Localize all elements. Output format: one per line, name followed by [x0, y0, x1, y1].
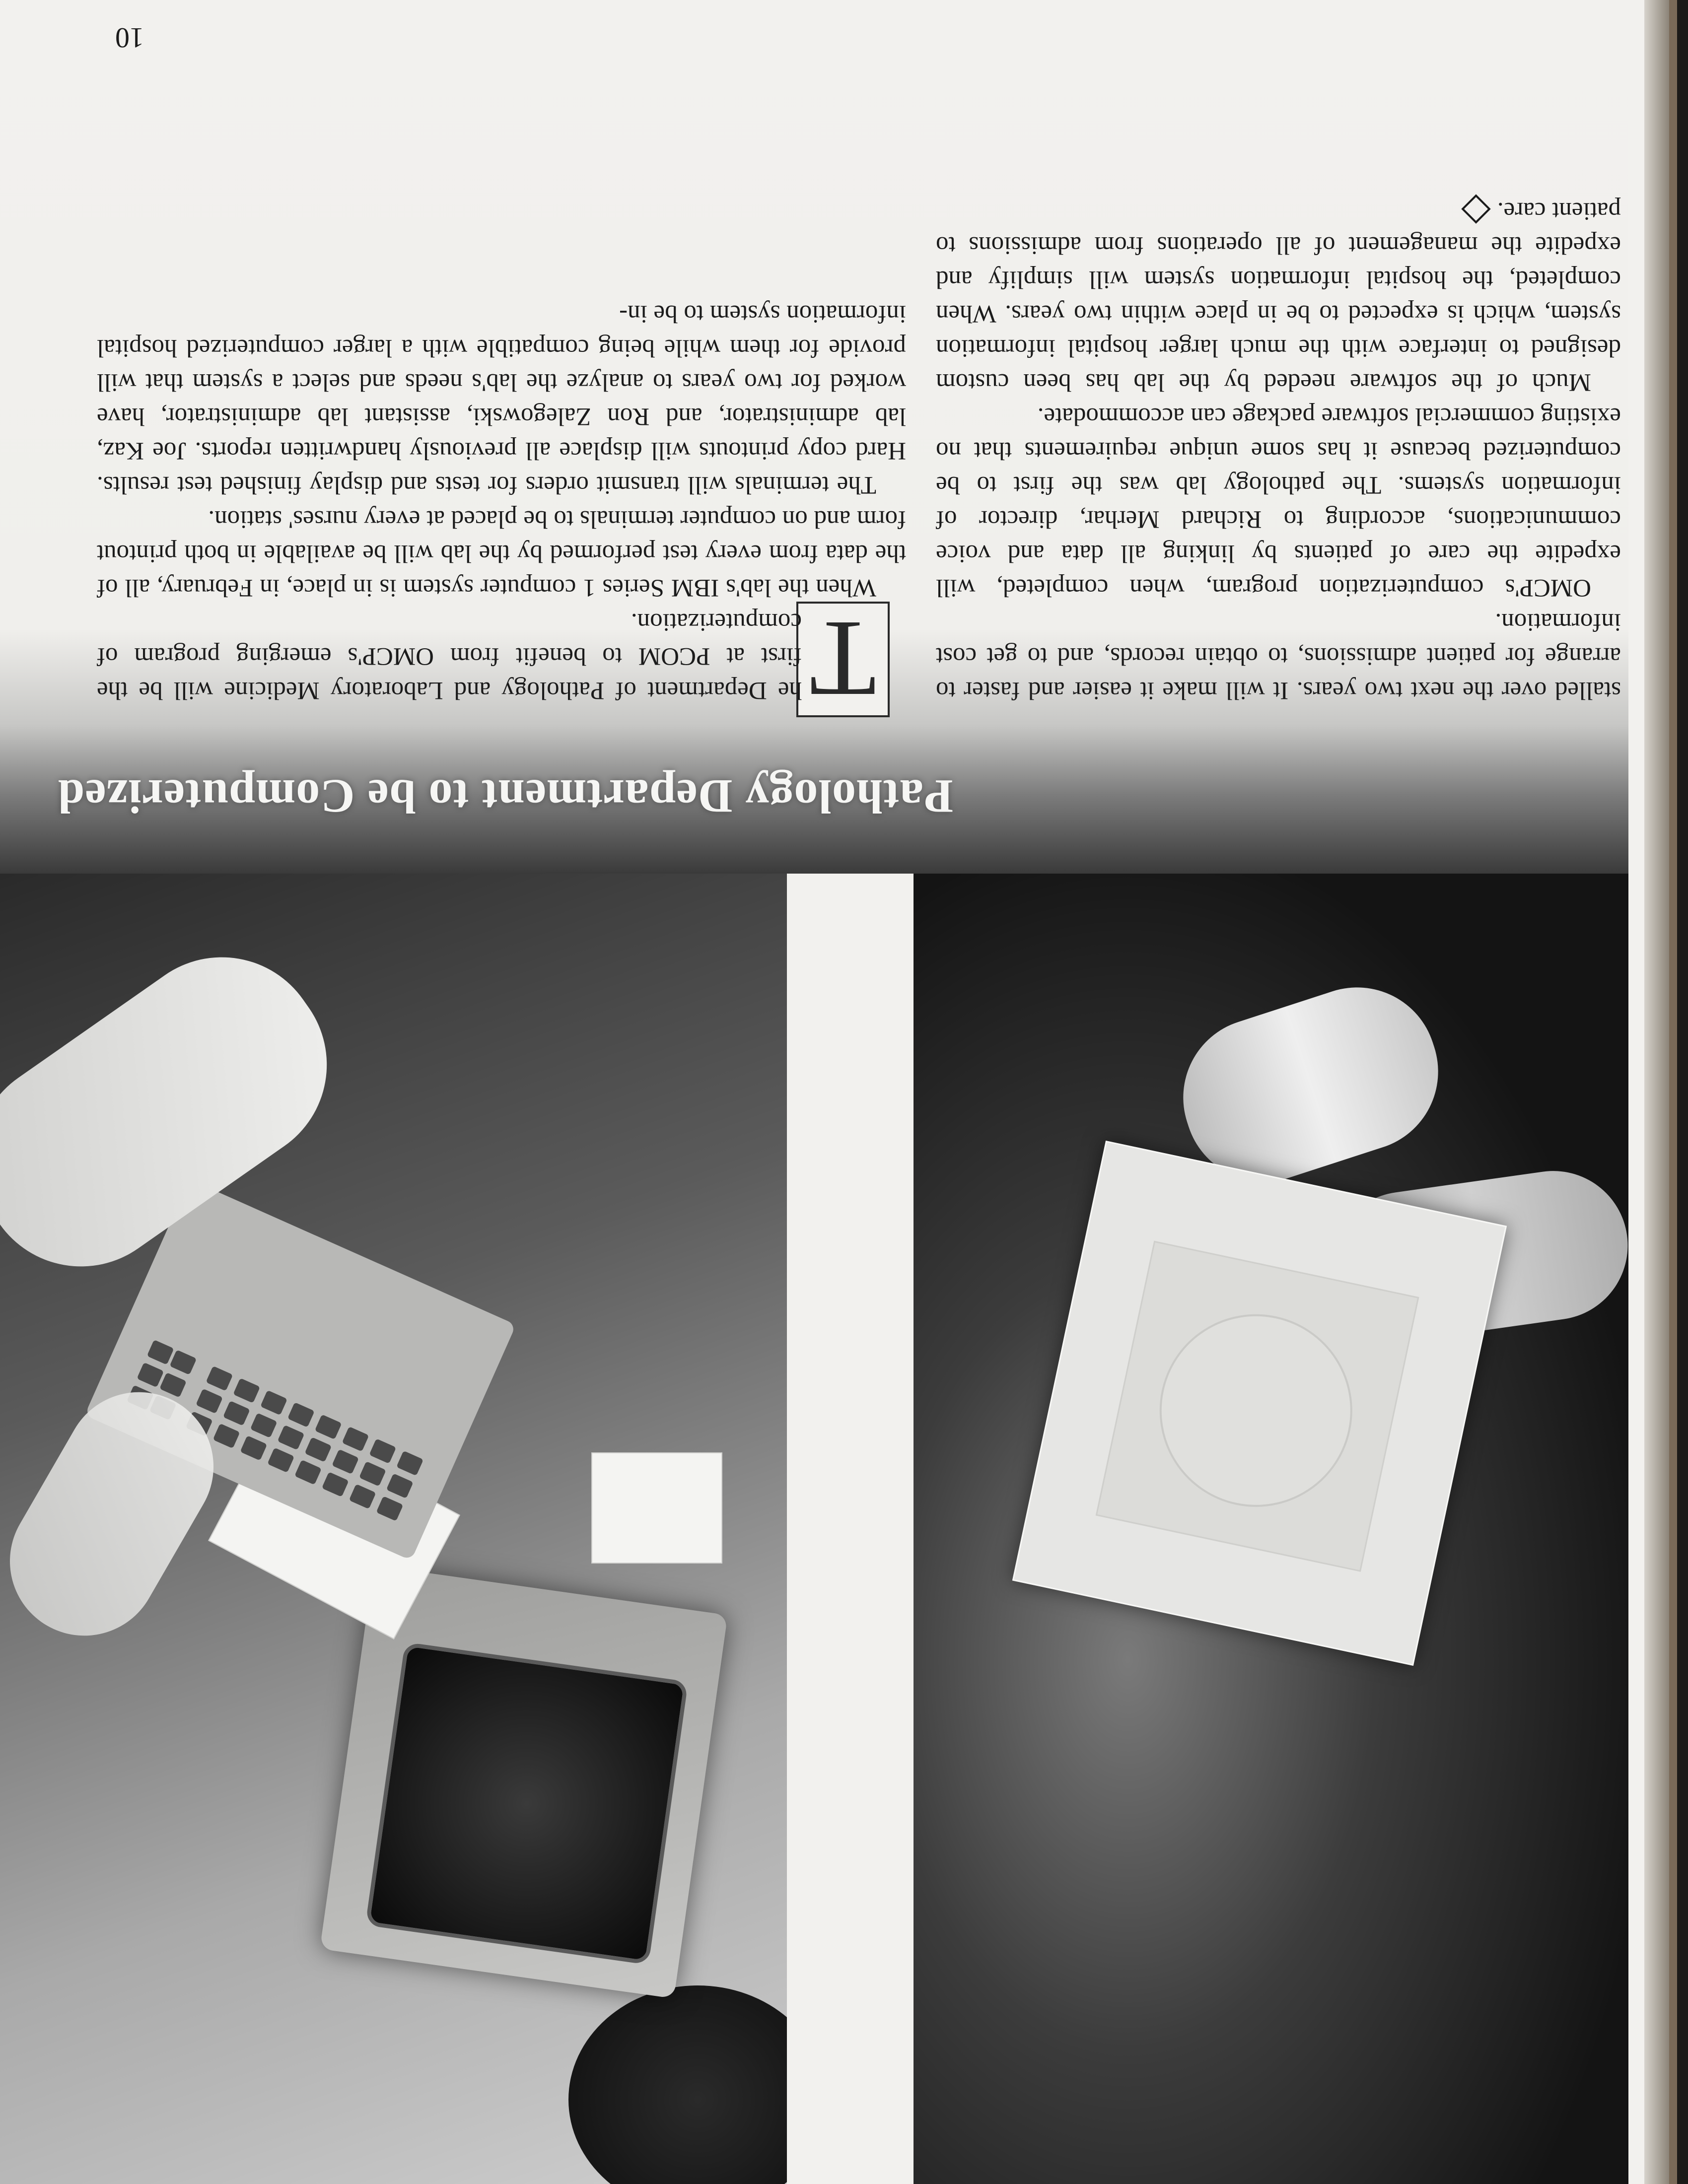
- printout-sheet: [591, 1452, 722, 1564]
- paragraph: The terminals will transmit orders for tests and display finished test results. Hard copy printouts will displace all previously handwritten reports. Joe Kaz, lab administrator, and Ron Zalegowski, assistant lab administrator, have worked for two years to analyze the lab's needs and select a system that will provide for them while being compatible with a larger computerized hospital information system to be in-: [97, 300, 906, 499]
- page-number: 10: [115, 22, 144, 54]
- paragraph: [936, 194, 1621, 399]
- article-column-1: [97, 296, 906, 720]
- slide-photo: [914, 874, 1628, 2184]
- paragraph-text: Much of the software needed by the lab has been custom designed to interface with the much larger hospital information system, which is expected to be in place within two years. When completed, the hospital information system will simplify and expedite the management of all operations from admissions to patient care.: [936, 197, 1621, 396]
- binding-edge-inner: [1669, 0, 1677, 2184]
- drop-cap: T: [809, 599, 877, 720]
- lab-slide: [1012, 1141, 1507, 1666]
- terminal-photo: [0, 874, 787, 2184]
- article-title: Pathology Department to be Computerized: [57, 770, 953, 823]
- paragraph: OMCP's computerization program, when completed, will expedite the care of patients by linking all data and voice communications, according to Richard Merhar, director of information systems. The pathology lab was the first to be computerized because it has some unique requirements that no existing commercial software package can accommodate.: [936, 403, 1621, 602]
- end-of-article-diamond-icon: [1461, 194, 1490, 223]
- article-column-2: [936, 194, 1621, 707]
- person-head: [568, 1985, 787, 2184]
- monitor-screen: [365, 1642, 689, 1965]
- paragraph: When the lab's IBM Series 1 computer system is in place, in February, all of the data from every test performed by the lab will be available in both printout form and on computer terminals to be placed at every nurses' station.: [97, 505, 906, 602]
- paragraph: he Department of Pathology and Laboratory Medicine will be the first at PCOM to benefit from OMCP's emerging program of computerization.: [97, 608, 802, 704]
- binding-edge: [1677, 0, 1688, 2184]
- binding-shadow: [1644, 0, 1669, 2184]
- paragraph: stalled over the next two years. It will make it easier and faster to arrange for patient admissions, to obtain records, and to get cost information.: [936, 608, 1621, 704]
